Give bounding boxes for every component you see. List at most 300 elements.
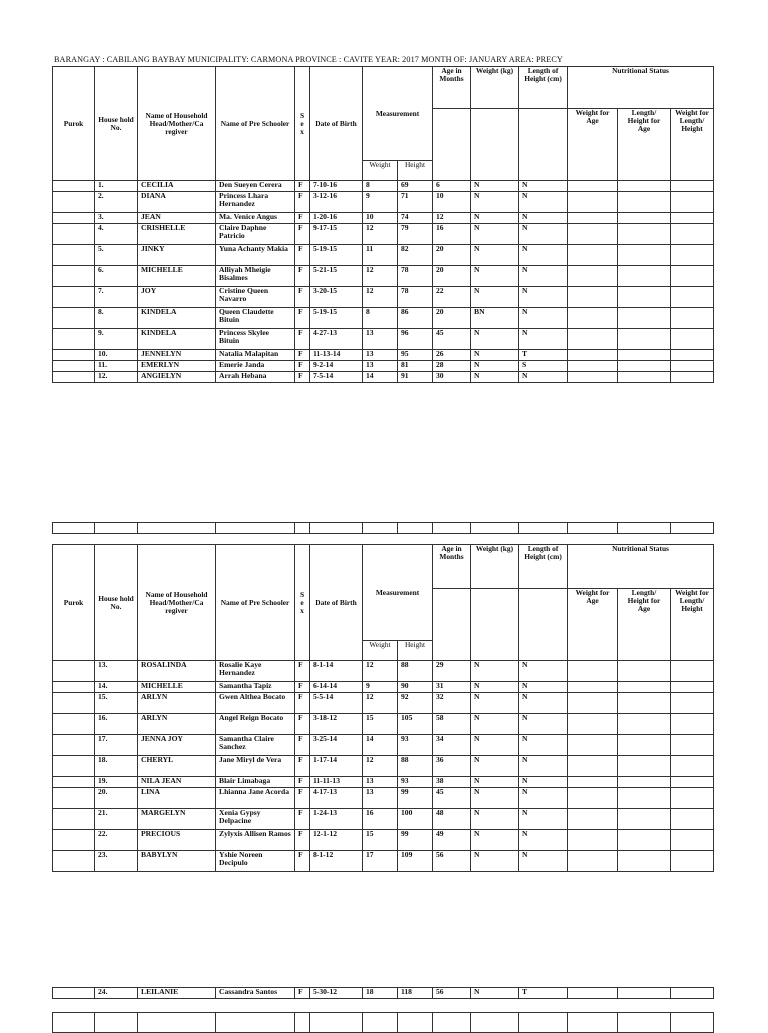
cell-child: Yshie Noreen Decipulo bbox=[216, 851, 295, 872]
cell-no: 6. bbox=[95, 266, 138, 287]
col-purok: Purok bbox=[53, 67, 95, 181]
cell-lh: N bbox=[519, 661, 568, 682]
cell-no: 23. bbox=[95, 851, 138, 872]
cell-lh: T bbox=[519, 350, 568, 361]
table-row bbox=[53, 661, 714, 682]
cell-dob: 4-27-13 bbox=[310, 329, 363, 350]
col-household-no: House hold No. bbox=[95, 545, 138, 661]
cell-lh: N bbox=[519, 830, 568, 851]
col-head: Name of Household Head/Mother/Ca regiver bbox=[138, 67, 216, 181]
cell-dob: 12-1-12 bbox=[310, 830, 363, 851]
table-row bbox=[53, 756, 714, 777]
cell-w: 9 bbox=[363, 192, 398, 213]
cell-w: 12 bbox=[363, 224, 398, 245]
cell-age: 38 bbox=[433, 777, 471, 788]
col-measurement: Measurement bbox=[363, 67, 433, 161]
cell-child: Emerie Janda bbox=[216, 361, 295, 372]
cell-child: Rosalie Kaye Hernandez bbox=[216, 661, 295, 682]
cell-wkg: N bbox=[471, 287, 519, 308]
col-weight-kg: Weight (kg) bbox=[471, 67, 519, 109]
cell-dob: 5-5-14 bbox=[310, 693, 363, 714]
cell-child: Natalia Malapitan bbox=[216, 350, 295, 361]
col-sex: S e x bbox=[295, 67, 310, 181]
cell-w: 18 bbox=[363, 988, 398, 999]
cell-dob: 3-12-16 bbox=[310, 192, 363, 213]
col-weight: Weight bbox=[363, 641, 398, 661]
cell-age: 45 bbox=[433, 788, 471, 809]
cell-wkg: N bbox=[471, 661, 519, 682]
table-row bbox=[53, 308, 714, 329]
cell-lh: N bbox=[519, 809, 568, 830]
cell-lh: N bbox=[519, 372, 568, 383]
cell-wkg: N bbox=[471, 788, 519, 809]
cell-w: 13 bbox=[363, 350, 398, 361]
cell-no: 15. bbox=[95, 693, 138, 714]
col-weight-kg: Weight (kg) bbox=[471, 545, 519, 589]
cell-wkg: N bbox=[471, 714, 519, 735]
cell-age: 56 bbox=[433, 851, 471, 872]
cell-no: 4. bbox=[95, 224, 138, 245]
col-lhfa: Length/ Height for Age bbox=[618, 109, 671, 181]
cell-w: 16 bbox=[363, 809, 398, 830]
cell-age: 12 bbox=[433, 213, 471, 224]
col-dob: Date of Birth bbox=[310, 67, 363, 181]
cell-no: 16. bbox=[95, 714, 138, 735]
cell-age: 29 bbox=[433, 661, 471, 682]
cell-sex: F bbox=[295, 830, 310, 851]
cell-lh: N bbox=[519, 682, 568, 693]
col-nutritional-status: Nutritional Status bbox=[568, 545, 714, 589]
cell-wkg: N bbox=[471, 693, 519, 714]
table-row bbox=[53, 809, 714, 830]
cell-h: 91 bbox=[398, 372, 433, 383]
cell-lh: N bbox=[519, 308, 568, 329]
cell-dob: 5-21-15 bbox=[310, 266, 363, 287]
cell-head: MICHELLE bbox=[138, 266, 216, 287]
cell-w: 17 bbox=[363, 851, 398, 872]
cell-child: Samantha Tapiz bbox=[216, 682, 295, 693]
cell-sex: F bbox=[295, 361, 310, 372]
cell-wkg: N bbox=[471, 682, 519, 693]
cell-dob: 6-14-14 bbox=[310, 682, 363, 693]
cell-sex: F bbox=[295, 350, 310, 361]
cell-child: Princess Skylee Bituin bbox=[216, 329, 295, 350]
cell-child: Queen Claudette Bituin bbox=[216, 308, 295, 329]
cell-child: Blair Limabaga bbox=[216, 777, 295, 788]
col-age-months: Age in Months bbox=[433, 67, 471, 109]
cell-child: Princess Lhara Hernandez bbox=[216, 192, 295, 213]
cell-dob: 5-19-15 bbox=[310, 245, 363, 266]
cell-no: 13. bbox=[95, 661, 138, 682]
cell-h: 88 bbox=[398, 756, 433, 777]
col-preschooler: Name of Pre Schooler bbox=[216, 67, 295, 181]
cell-sex: F bbox=[295, 735, 310, 756]
cell-sex: F bbox=[295, 714, 310, 735]
cell-head: KINDELA bbox=[138, 308, 216, 329]
cell-head: DIANA bbox=[138, 192, 216, 213]
cell-dob: 7-5-14 bbox=[310, 372, 363, 383]
table-row bbox=[53, 714, 714, 735]
table-row bbox=[53, 361, 714, 372]
cell-no: 22. bbox=[95, 830, 138, 851]
col-length-height: Length of Height (cm) bbox=[519, 545, 568, 589]
cell-wkg: N bbox=[471, 192, 519, 213]
cell-no: 3. bbox=[95, 213, 138, 224]
cell-lh: N bbox=[519, 756, 568, 777]
cell-age: 26 bbox=[433, 350, 471, 361]
cell-head: CRISHELLE bbox=[138, 224, 216, 245]
cell-age: 34 bbox=[433, 735, 471, 756]
cell-age: 16 bbox=[433, 224, 471, 245]
cell-h: 93 bbox=[398, 777, 433, 788]
cell-no: 17. bbox=[95, 735, 138, 756]
cell-head: NILA JEAN bbox=[138, 777, 216, 788]
cell-h: 78 bbox=[398, 266, 433, 287]
cell-h: 99 bbox=[398, 788, 433, 809]
col-lhfa: Length/ Height for Age bbox=[618, 589, 671, 661]
cell-h: 90 bbox=[398, 682, 433, 693]
next-table-partial bbox=[52, 1012, 714, 1033]
cell-age: 58 bbox=[433, 714, 471, 735]
col-wflh: Weight for Length/ Height bbox=[671, 589, 714, 661]
nutrition-table-3 bbox=[52, 987, 714, 999]
cell-head: MICHELLE bbox=[138, 682, 216, 693]
cell-sex: F bbox=[295, 224, 310, 245]
cell-sex: F bbox=[295, 329, 310, 350]
table-2-body bbox=[53, 661, 714, 872]
cell-sex: F bbox=[295, 266, 310, 287]
cell-child: Gwen Althea Bocato bbox=[216, 693, 295, 714]
cell-w: 14 bbox=[363, 372, 398, 383]
cell-wkg: N bbox=[471, 777, 519, 788]
table-row bbox=[53, 287, 714, 308]
cell-h: 81 bbox=[398, 361, 433, 372]
cell-wkg: N bbox=[471, 213, 519, 224]
cell-h: 93 bbox=[398, 735, 433, 756]
cell-sex: F bbox=[295, 777, 310, 788]
cell-lh: N bbox=[519, 181, 568, 192]
cell-h: 79 bbox=[398, 224, 433, 245]
cell-lh: T bbox=[519, 988, 568, 999]
cell-head: JEAN bbox=[138, 213, 216, 224]
cell-sex: F bbox=[295, 245, 310, 266]
blank-row-table bbox=[52, 522, 714, 534]
cell-lh: N bbox=[519, 777, 568, 788]
cell-age: 10 bbox=[433, 192, 471, 213]
cell-child: Arrah Hebana bbox=[216, 372, 295, 383]
cell-no: 20. bbox=[95, 788, 138, 809]
cell-dob: 3-25-14 bbox=[310, 735, 363, 756]
col-nutritional-status: Nutritional Status bbox=[568, 67, 714, 109]
cell-child: Zylyxis Allisen Ramos bbox=[216, 830, 295, 851]
cell-sex: F bbox=[295, 181, 310, 192]
cell-h: 96 bbox=[398, 329, 433, 350]
cell-wkg: N bbox=[471, 181, 519, 192]
cell-h: 69 bbox=[398, 181, 433, 192]
cell-no: 12. bbox=[95, 372, 138, 383]
cell-lh: N bbox=[519, 735, 568, 756]
col-age-months: Age in Months bbox=[433, 545, 471, 589]
cell-w: 12 bbox=[363, 287, 398, 308]
cell-no: 9. bbox=[95, 329, 138, 350]
cell-no: 2. bbox=[95, 192, 138, 213]
cell-wkg: N bbox=[471, 735, 519, 756]
cell-age: 56 bbox=[433, 988, 471, 999]
cell-w: 12 bbox=[363, 693, 398, 714]
cell-dob: 9-2-14 bbox=[310, 361, 363, 372]
cell-child: Ma. Venice Angus bbox=[216, 213, 295, 224]
cell-dob: 3-18-12 bbox=[310, 714, 363, 735]
cell-dob: 5-19-15 bbox=[310, 308, 363, 329]
cell-no: 5. bbox=[95, 245, 138, 266]
cell-lh: N bbox=[519, 224, 568, 245]
cell-child: Cassandra Santos bbox=[216, 988, 295, 999]
cell-h: 109 bbox=[398, 851, 433, 872]
cell-lh: N bbox=[519, 192, 568, 213]
table-row bbox=[53, 181, 714, 192]
table-row bbox=[53, 245, 714, 266]
cell-h: 78 bbox=[398, 287, 433, 308]
cell-age: 45 bbox=[433, 329, 471, 350]
cell-age: 48 bbox=[433, 809, 471, 830]
cell-lh: N bbox=[519, 266, 568, 287]
cell-child: Alliyah Mheigie Bisalmes bbox=[216, 266, 295, 287]
cell-no: 1. bbox=[95, 181, 138, 192]
cell-dob: 8-1-12 bbox=[310, 851, 363, 872]
table-row bbox=[53, 329, 714, 350]
table-row bbox=[53, 372, 714, 383]
cell-child: Samantha Claire Sanchez bbox=[216, 735, 295, 756]
cell-age: 32 bbox=[433, 693, 471, 714]
cell-head: CECILIA bbox=[138, 181, 216, 192]
cell-wkg: N bbox=[471, 350, 519, 361]
cell-child: Jane Miryl de Vera bbox=[216, 756, 295, 777]
cell-no: 8. bbox=[95, 308, 138, 329]
table-row bbox=[53, 682, 714, 693]
cell-sex: F bbox=[295, 372, 310, 383]
col-measurement: Measurement bbox=[363, 545, 433, 641]
cell-age: 22 bbox=[433, 287, 471, 308]
cell-sex: F bbox=[295, 756, 310, 777]
cell-h: 118 bbox=[398, 988, 433, 999]
cell-no: 24. bbox=[95, 988, 138, 999]
cell-w: 8 bbox=[363, 308, 398, 329]
cell-no: 18. bbox=[95, 756, 138, 777]
cell-head: PRECIOUS bbox=[138, 830, 216, 851]
cell-w: 8 bbox=[363, 181, 398, 192]
table-row bbox=[53, 830, 714, 851]
cell-child: Angel Reign Bocato bbox=[216, 714, 295, 735]
cell-wkg: N bbox=[471, 224, 519, 245]
cell-lh: S bbox=[519, 361, 568, 372]
cell-w: 13 bbox=[363, 361, 398, 372]
table-3-body bbox=[53, 988, 714, 999]
cell-head: CHERYL bbox=[138, 756, 216, 777]
table-row bbox=[53, 224, 714, 245]
col-head: Name of Household Head/Mother/Ca regiver bbox=[138, 545, 216, 661]
cell-dob: 11-13-14 bbox=[310, 350, 363, 361]
cell-wkg: N bbox=[471, 245, 519, 266]
cell-sex: F bbox=[295, 308, 310, 329]
cell-sex: F bbox=[295, 192, 310, 213]
cell-h: 71 bbox=[398, 192, 433, 213]
cell-dob: 7-10-16 bbox=[310, 181, 363, 192]
cell-sex: F bbox=[295, 287, 310, 308]
table-row bbox=[53, 988, 714, 999]
cell-head: KINDELA bbox=[138, 329, 216, 350]
col-height: Height bbox=[398, 161, 433, 181]
cell-wkg: N bbox=[471, 756, 519, 777]
cell-h: 88 bbox=[398, 661, 433, 682]
cell-head: JOY bbox=[138, 287, 216, 308]
cell-w: 15 bbox=[363, 714, 398, 735]
col-preschooler: Name of Pre Schooler bbox=[216, 545, 295, 661]
cell-child: Lhianna Jane Acorda bbox=[216, 788, 295, 809]
cell-w: 11 bbox=[363, 245, 398, 266]
cell-head: MARGELYN bbox=[138, 809, 216, 830]
cell-age: 20 bbox=[433, 266, 471, 287]
cell-wkg: N bbox=[471, 361, 519, 372]
cell-lh: N bbox=[519, 245, 568, 266]
nutrition-table-1 bbox=[52, 66, 714, 383]
table-1-body bbox=[53, 181, 714, 383]
cell-wkg: BN bbox=[471, 308, 519, 329]
cell-age: 28 bbox=[433, 361, 471, 372]
cell-sex: F bbox=[295, 851, 310, 872]
cell-w: 12 bbox=[363, 756, 398, 777]
cell-wkg: N bbox=[471, 988, 519, 999]
cell-dob: 5-30-12 bbox=[310, 988, 363, 999]
cell-sex: F bbox=[295, 682, 310, 693]
col-length-height: Length of Height (cm) bbox=[519, 67, 568, 109]
cell-no: 10. bbox=[95, 350, 138, 361]
col-sex: S e x bbox=[295, 545, 310, 661]
cell-head: ANGIELYN bbox=[138, 372, 216, 383]
cell-head: EMERLYN bbox=[138, 361, 216, 372]
cell-lh: N bbox=[519, 714, 568, 735]
cell-w: 10 bbox=[363, 213, 398, 224]
cell-w: 9 bbox=[363, 682, 398, 693]
cell-w: 14 bbox=[363, 735, 398, 756]
cell-lh: N bbox=[519, 287, 568, 308]
cell-dob: 1-20-16 bbox=[310, 213, 363, 224]
cell-sex: F bbox=[295, 213, 310, 224]
cell-w: 12 bbox=[363, 661, 398, 682]
cell-child: Claire Daphne Patricio bbox=[216, 224, 295, 245]
table-row bbox=[53, 851, 714, 872]
cell-dob: 1-24-13 bbox=[310, 809, 363, 830]
table-row bbox=[53, 350, 714, 361]
cell-h: 82 bbox=[398, 245, 433, 266]
cell-sex: F bbox=[295, 693, 310, 714]
cell-age: 20 bbox=[433, 308, 471, 329]
table-row bbox=[53, 777, 714, 788]
cell-wkg: N bbox=[471, 851, 519, 872]
cell-head: LEILANIE bbox=[138, 988, 216, 999]
cell-head: JENNA JOY bbox=[138, 735, 216, 756]
cell-lh: N bbox=[519, 213, 568, 224]
col-height: Height bbox=[398, 641, 433, 661]
cell-head: JINKY bbox=[138, 245, 216, 266]
table-row bbox=[53, 735, 714, 756]
cell-head: JENNELYN bbox=[138, 350, 216, 361]
cell-age: 30 bbox=[433, 372, 471, 383]
cell-age: 49 bbox=[433, 830, 471, 851]
col-household-no: House hold No. bbox=[95, 67, 138, 181]
cell-h: 86 bbox=[398, 308, 433, 329]
cell-age: 36 bbox=[433, 756, 471, 777]
cell-head: LINA bbox=[138, 788, 216, 809]
cell-no: 11. bbox=[95, 361, 138, 372]
table-row bbox=[53, 693, 714, 714]
cell-child: Den Sueyen Cerera bbox=[216, 181, 295, 192]
col-purok: Purok bbox=[53, 545, 95, 661]
table-row bbox=[53, 213, 714, 224]
cell-h: 92 bbox=[398, 693, 433, 714]
nutrition-table-2 bbox=[52, 544, 714, 872]
cell-lh: N bbox=[519, 329, 568, 350]
cell-child: Xenia Gypsy Delpacine bbox=[216, 809, 295, 830]
cell-age: 6 bbox=[433, 181, 471, 192]
cell-w: 13 bbox=[363, 329, 398, 350]
cell-head: ROSALINDA bbox=[138, 661, 216, 682]
cell-dob: 11-11-13 bbox=[310, 777, 363, 788]
cell-head: ARLYN bbox=[138, 693, 216, 714]
cell-age: 31 bbox=[433, 682, 471, 693]
cell-h: 99 bbox=[398, 830, 433, 851]
col-dob: Date of Birth bbox=[310, 545, 363, 661]
cell-lh: N bbox=[519, 788, 568, 809]
table-row bbox=[53, 192, 714, 213]
col-wfa: Weight for Age bbox=[568, 589, 618, 661]
cell-sex: F bbox=[295, 809, 310, 830]
cell-h: 100 bbox=[398, 809, 433, 830]
cell-no: 19. bbox=[95, 777, 138, 788]
cell-wkg: N bbox=[471, 830, 519, 851]
cell-wkg: N bbox=[471, 266, 519, 287]
cell-w: 13 bbox=[363, 788, 398, 809]
cell-no: 7. bbox=[95, 287, 138, 308]
table-row bbox=[53, 788, 714, 809]
cell-no: 21. bbox=[95, 809, 138, 830]
cell-h: 74 bbox=[398, 213, 433, 224]
cell-wkg: N bbox=[471, 329, 519, 350]
cell-w: 15 bbox=[363, 830, 398, 851]
cell-wkg: N bbox=[471, 809, 519, 830]
cell-no: 14. bbox=[95, 682, 138, 693]
cell-lh: N bbox=[519, 851, 568, 872]
cell-head: BABYLYN bbox=[138, 851, 216, 872]
col-wflh: Weight for Length/ Height bbox=[671, 109, 714, 181]
cell-dob: 3-20-15 bbox=[310, 287, 363, 308]
cell-w: 13 bbox=[363, 777, 398, 788]
report-header: BARANGAY : CABILANG BAYBAY MUNICIPALITY: CARMONA PROVINCE : CAVITE YEAR: 2017 MONTH OF: JANUARY AREA: PRECY bbox=[54, 55, 563, 64]
cell-sex: F bbox=[295, 788, 310, 809]
cell-h: 95 bbox=[398, 350, 433, 361]
cell-h: 105 bbox=[398, 714, 433, 735]
cell-sex: F bbox=[295, 988, 310, 999]
cell-child: Yuna Achanty Makia bbox=[216, 245, 295, 266]
col-weight: Weight bbox=[363, 161, 398, 181]
cell-w: 12 bbox=[363, 266, 398, 287]
cell-age: 20 bbox=[433, 245, 471, 266]
cell-child: Cristine Queen Navarro bbox=[216, 287, 295, 308]
cell-lh: N bbox=[519, 693, 568, 714]
table-row bbox=[53, 266, 714, 287]
cell-dob: 1-17-14 bbox=[310, 756, 363, 777]
cell-dob: 8-1-14 bbox=[310, 661, 363, 682]
cell-sex: F bbox=[295, 661, 310, 682]
